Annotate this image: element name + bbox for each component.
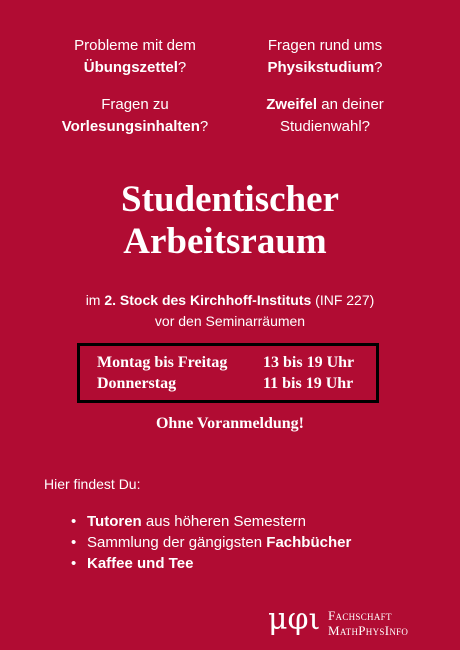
- list-item: [71, 553, 351, 574]
- logo-line-1: Fachschaft: [328, 608, 392, 623]
- question-keyword: Physikstudium: [267, 59, 375, 76]
- question-line: Fragen rund ums: [267, 37, 383, 54]
- location-building: 2. Stock des Kirchhoff-Instituts: [104, 292, 312, 308]
- logo-text: [328, 608, 408, 638]
- item-text: Sammlung der gängigsten: [87, 534, 267, 551]
- offer-list: [71, 511, 351, 574]
- question-mark: ?: [199, 118, 209, 135]
- hours-time: 11 bis 19 Uhr: [263, 375, 354, 392]
- question-studienwahl: [225, 94, 425, 138]
- list-item: [71, 532, 351, 553]
- question-keyword: Übungszettel: [83, 59, 178, 76]
- hours-row: [97, 375, 353, 393]
- location-code: (INF 227): [311, 292, 375, 308]
- item-bold: Fachbücher: [266, 534, 352, 551]
- question-mark: ?: [374, 59, 383, 76]
- item-text: aus höheren Semestern: [141, 513, 306, 530]
- question-physikstudium: [225, 35, 425, 79]
- title-line-1: Studentischer: [121, 179, 339, 220]
- item-bold: Kaffee und Tee: [87, 555, 194, 572]
- hours-day: Donnerstag: [97, 375, 177, 392]
- question-line-emphasis: [35, 116, 235, 138]
- no-registration-note: Ohne Voranmeldung!: [155, 415, 305, 432]
- question-vorlesungsinhalte: [35, 94, 235, 138]
- title-line-2: Arbeitsraum: [123, 221, 327, 262]
- question-mark: ?: [177, 59, 187, 76]
- hours-row: [97, 354, 354, 372]
- location-prefix: im: [85, 292, 105, 308]
- item-bold: Tutoren: [87, 513, 142, 530]
- question-text: an deiner: [317, 96, 384, 113]
- opening-hours-box: [77, 343, 379, 403]
- question-line: Probleme mit dem: [74, 37, 196, 54]
- question-line: Fragen zu: [101, 96, 169, 113]
- hours-time: 13 bis 19 Uhr: [263, 354, 355, 371]
- hours-day: Montag bis Freitag: [97, 354, 228, 371]
- logo-symbol: μφι: [268, 602, 321, 637]
- question-line-emphasis: [225, 94, 425, 116]
- question-keyword: Zweifel: [266, 96, 318, 113]
- question-line: Studienwahl?: [279, 118, 371, 135]
- question-keyword: Vorlesungsinhalten: [61, 118, 200, 135]
- location-line-1: [0, 290, 460, 310]
- question-uebungszettel: [35, 35, 235, 79]
- location-line-2: vor den Seminarräumen: [154, 313, 306, 329]
- find-heading: Hier findest Du:: [44, 476, 141, 492]
- question-line-emphasis: [35, 57, 235, 79]
- logo-line-2: MathPhysInfo: [328, 623, 409, 638]
- list-item: [71, 511, 351, 532]
- question-line-emphasis: [225, 57, 425, 79]
